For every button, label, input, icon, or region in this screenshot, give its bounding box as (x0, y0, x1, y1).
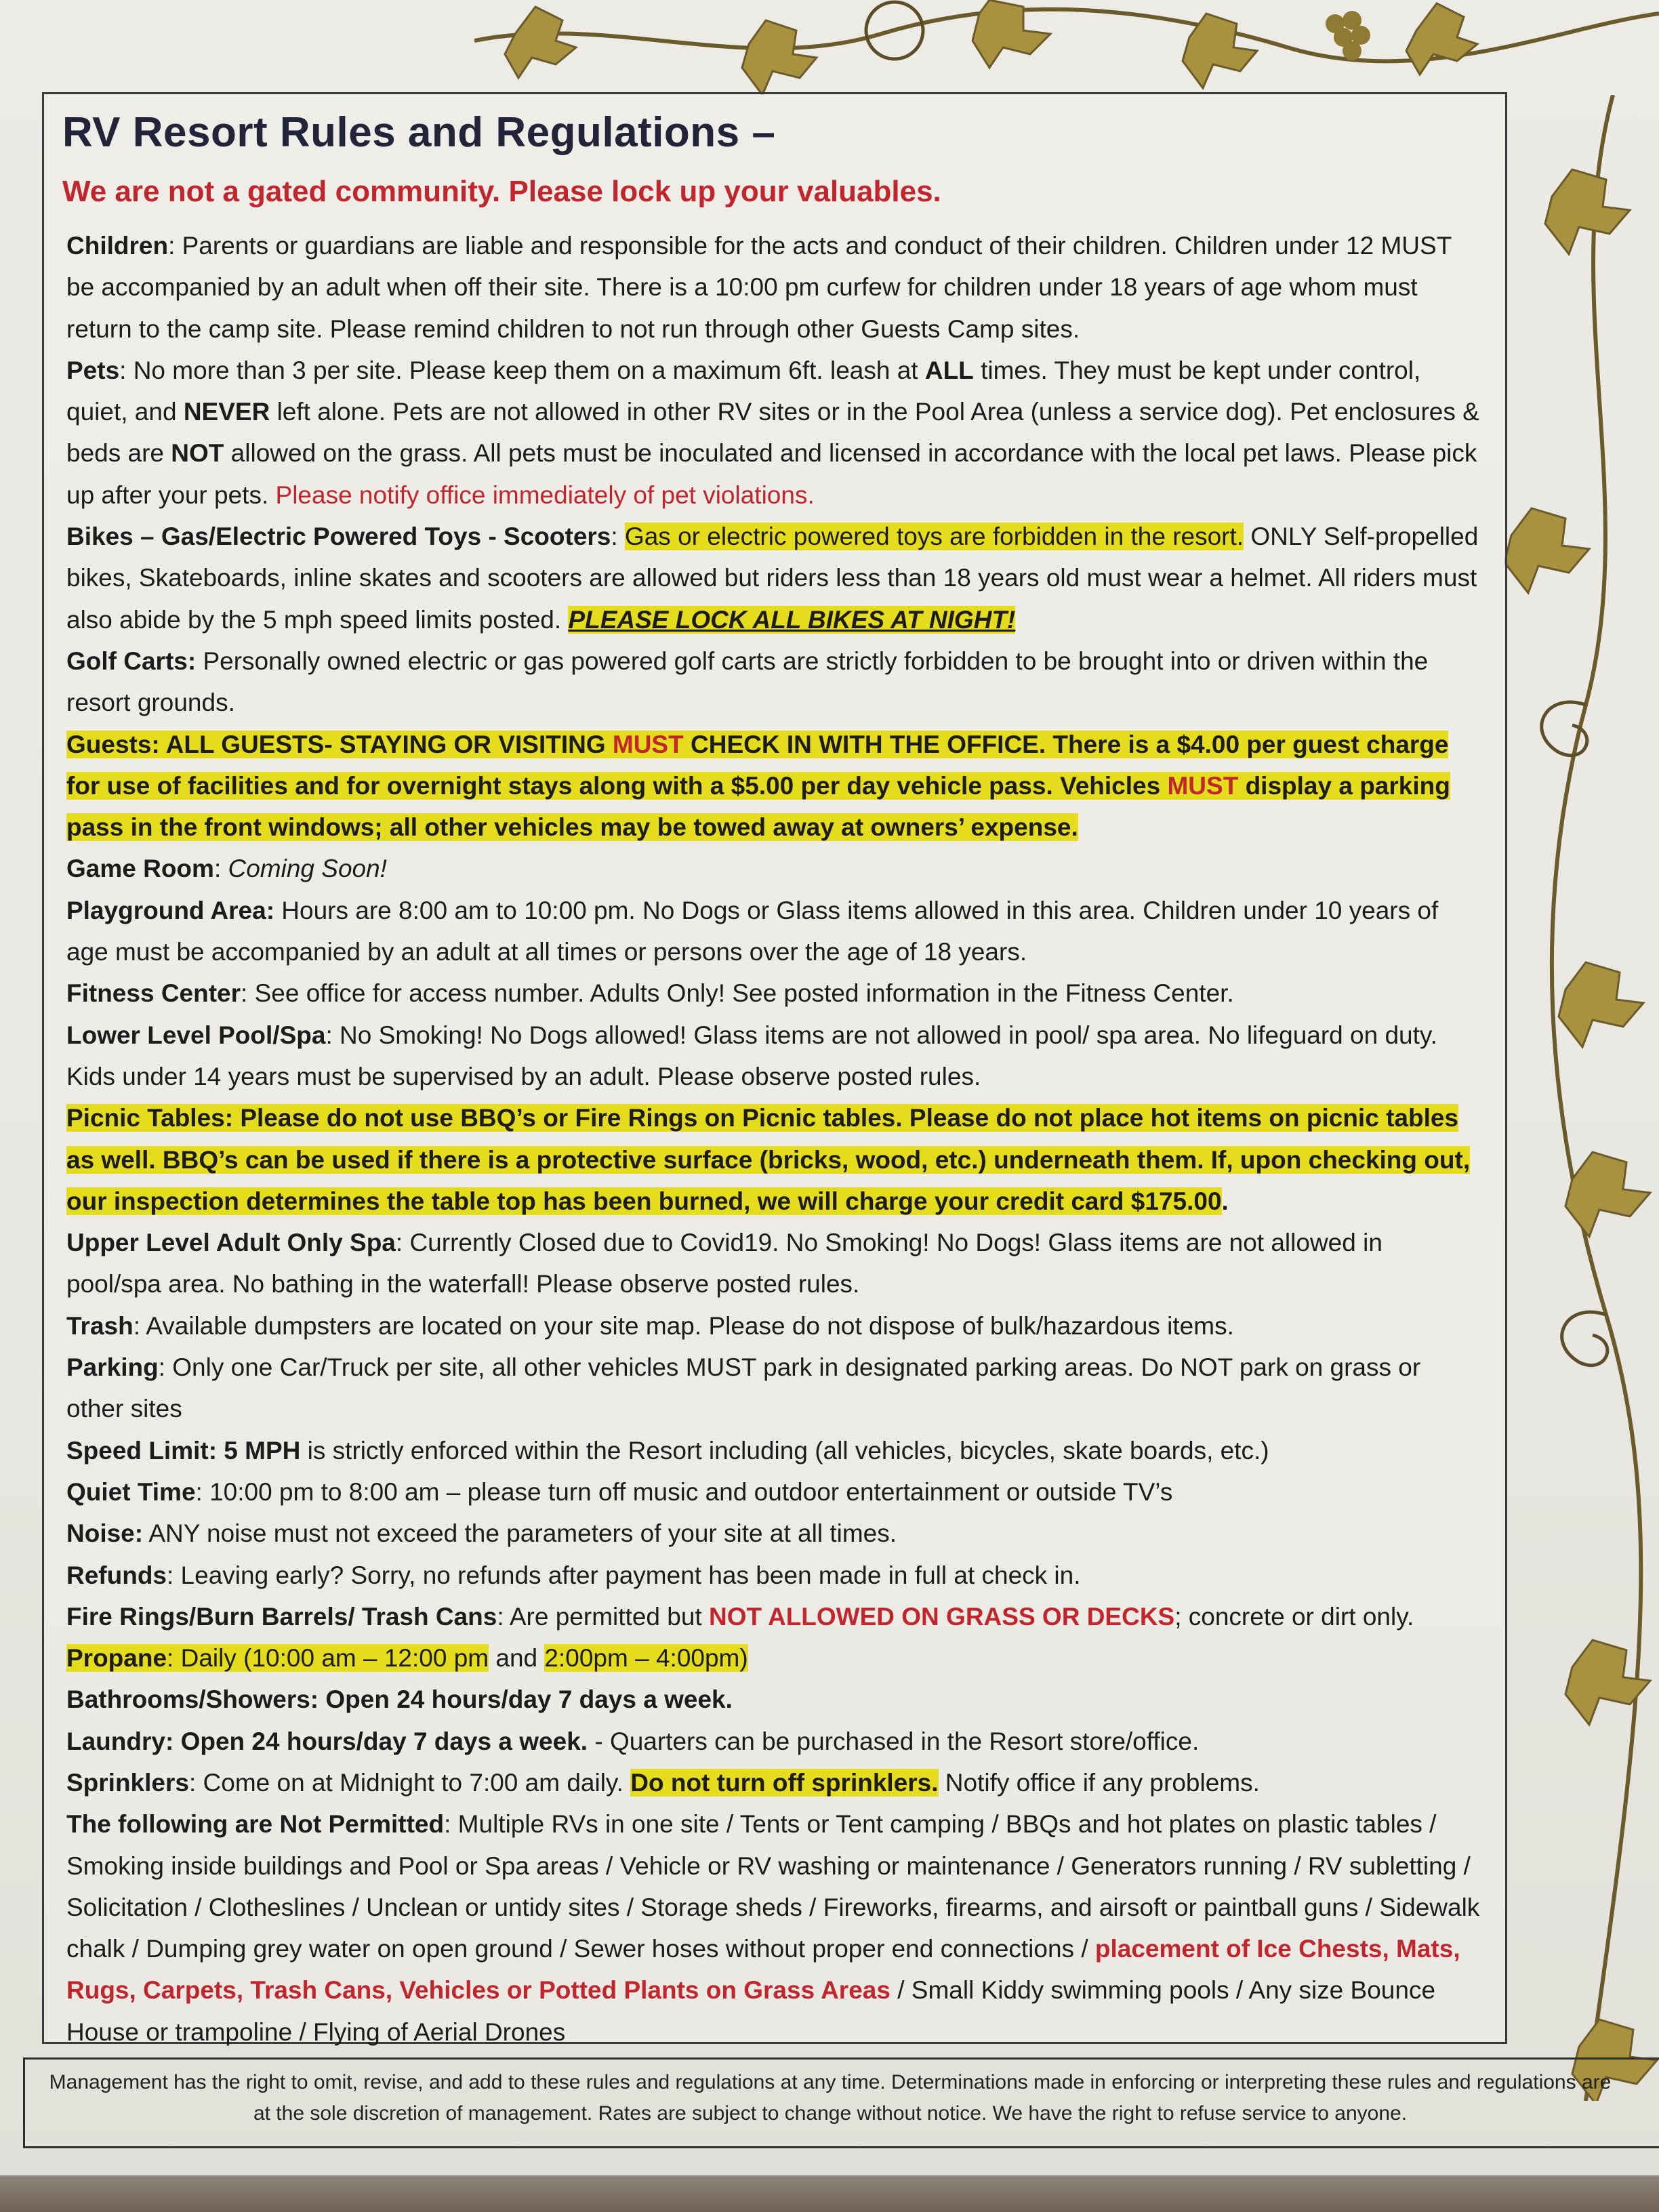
rule-lower-pool: Lower Level Pool/Spa: No Smoking! No Dogs allowed! Glass items are not allowed in pool/ spa area. No lifeguard on duty. Kids under 14 years must be supervised by an adult. Please observe posted rules. (66, 1021, 1437, 1090)
rule-picnic-tables: Picnic Tables: Please do not use BBQ’s or Fire Rings on Picnic tables. Please do not place hot items on picnic tables as well. BBQ’s can be used if there is a protective surface (bricks, wood, etc.) underneath them. If, upon checking out, our inspection determines the table top has been burned, we will charge your credit card $175.00. (66, 1104, 1471, 1215)
rule-playground: Playground Area: Hours are 8:00 am to 10:00 pm. No Dogs or Glass items allowed in this area. Children under 10 years of age must be accompanied by an adult at all times or persons over the age of 18 years. (66, 896, 1439, 966)
rule-noise: Noise: ANY noise must not exceed the parameters of your site at all times. (66, 1519, 897, 1548)
pet-violation-warning: Please notify office immediately of pet violations. (275, 480, 815, 509)
security-notice: We are not a gated community. Please lock up your valuables. (62, 175, 941, 208)
grape-vine-top-icon (474, 0, 1659, 95)
management-disclaimer: Management has the right to omit, revise, and add to these rules and regulations at any time. Determinations made in enforcing or interpreting these rules and regulations are at the sole discretion of management. Rates are subject to change without notice. We have the right to refuse service to anyone. (49, 2071, 1612, 2125)
rule-speed-limit: Speed Limit: 5 MPH is strictly enforced within the Resort including (all vehicles, bicycles, skate boards, etc.) (66, 1436, 1269, 1465)
rule-bathrooms: Bathrooms/Showers: Open 24 hours/day 7 days a week. (66, 1685, 733, 1714)
rule-bikes: Bikes – Gas/Electric Powered Toys - Scooters: Gas or electric powered toys are forbidden in the resort. ONLY Self-propelled bikes, Skateboards, inline skates and scooters are allowed but riders less than 18 years old must wear a helmet. All riders must also abide by the 5 mph speed limits posted. PLEASE LOCK ALL BIKES AT NIGHT! (66, 523, 1479, 634)
page-title: RV Resort Rules and Regulations – (62, 109, 776, 156)
rule-propane: Propane: Daily (10:00 am – 12:00 pm and 2:00pm – 4:00pm) (66, 1644, 748, 1673)
grape-vine-right-icon (1504, 95, 1659, 2101)
rule-not-permitted: The following are Not Permitted: Multiple RVs in one site / Tents or Tent camping / BBQs and hot plates on plastic tables / Smoking inside buildings and Pool or Spa areas / Vehicle or RV washing or maintenance / Generators running / RV subletting / Solicitation / Clotheslines / Unclean or untidy sites / Storage sheds / Fireworks, firearms, and airsoft or paintball guns / Sidewalk chalk / Dumping grey water on open ground / Sewer hoses without proper end connections / placement of Ice Chests, Mats, Rugs, Carpets, Trash Cans, Vehicles or Potted Plants on Grass Areas / Small Kiddy swimming pools / Any size Bounce House or trampoline / Flying of Aerial Drones (66, 1810, 1480, 2046)
rule-guests: Guests: ALL GUESTS- STAYING OR VISITING MUST CHECK IN WITH THE OFFICE. There is a $4.00 per guest charge for use of facilities and for overnight stays along with a $5.00 per day vehicle pass. Vehicles MUST display a parking pass in the front windows; all other vehicles may be towed away at owners’ expense. (66, 730, 1450, 842)
rule-fire-rings: Fire Rings/Burn Barrels/ Trash Cans: Are permitted but NOT ALLOWED ON GRASS OR DECKS; concrete or dirt only. (66, 1602, 1414, 1631)
rule-upper-spa: Upper Level Adult Only Spa: Currently Closed due to Covid19. No Smoking! No Dogs! Glass items are not allowed in pool/spa area. No bathing in the waterfall! Please observe posted rules. (66, 1229, 1382, 1298)
rule-game-room: Game Room: Coming Soon! (66, 855, 387, 883)
rule-laundry: Laundry: Open 24 hours/day 7 days a week. - Quarters can be purchased in the Resort store/office. (66, 1727, 1200, 1755)
rule-refunds: Refunds: Leaving early? Sorry, no refunds after payment has been made in full at check in. (66, 1561, 1081, 1589)
rules-body (66, 225, 1483, 2053)
rule-quiet-time: Quiet Time: 10:00 pm to 8:00 am – please turn off music and outdoor entertainment or outside TV’s (66, 1477, 1173, 1506)
rule-children: Children: Parents or guardians are liable and responsible for the acts and conduct of their children. Children under 12 MUST be accompanied by an adult when off their site. There is a 10:00 pm curfew for children under 18 years of age whom must return to the camp site. Please remind children to not run through other Guests Camp sites. (66, 232, 1452, 343)
rule-golf-carts: Golf Carts: Personally owned electric or gas powered golf carts are strictly forbidden to be brought into or driven within the resort grounds. (66, 647, 1429, 717)
rule-pets: Pets: No more than 3 per site. Please keep them on a maximum 6ft. leash at ALL times. They must be kept under control, quiet, and NEVER left alone. Pets are not allowed in other RV sites or in the Pool Area (unless a service dog). Pet enclosures & beds are NOT allowed on the grass. All pets must be inoculated and licensed in accordance with the local pet laws. Please pick up after your pets. Please notify office immediately of pet violations. (66, 356, 1479, 509)
rule-sprinklers: Sprinklers: Come on at Midnight to 7:00 am daily. Do not turn off sprinklers. Notify office if any problems. (66, 1768, 1260, 1797)
wall-edge (0, 2175, 1659, 2212)
rule-parking: Parking: Only one Car/Truck per site, all other vehicles MUST park in designated parking areas. Do NOT park on grass or other sites (66, 1353, 1421, 1423)
toys-forbidden-highlight: Gas or electric powered toys are forbidden in the resort. (624, 523, 1244, 551)
rule-trash: Trash: Available dumpsters are located on your site map. Please do not dispose of bulk/hazardous items. (66, 1311, 1234, 1340)
rule-fitness-center: Fitness Center: See office for access number. Adults Only! See posted information in the Fitness Center. (66, 979, 1234, 1008)
lock-bikes-notice: PLEASE LOCK ALL BIKES AT NIGHT! (568, 605, 1016, 634)
